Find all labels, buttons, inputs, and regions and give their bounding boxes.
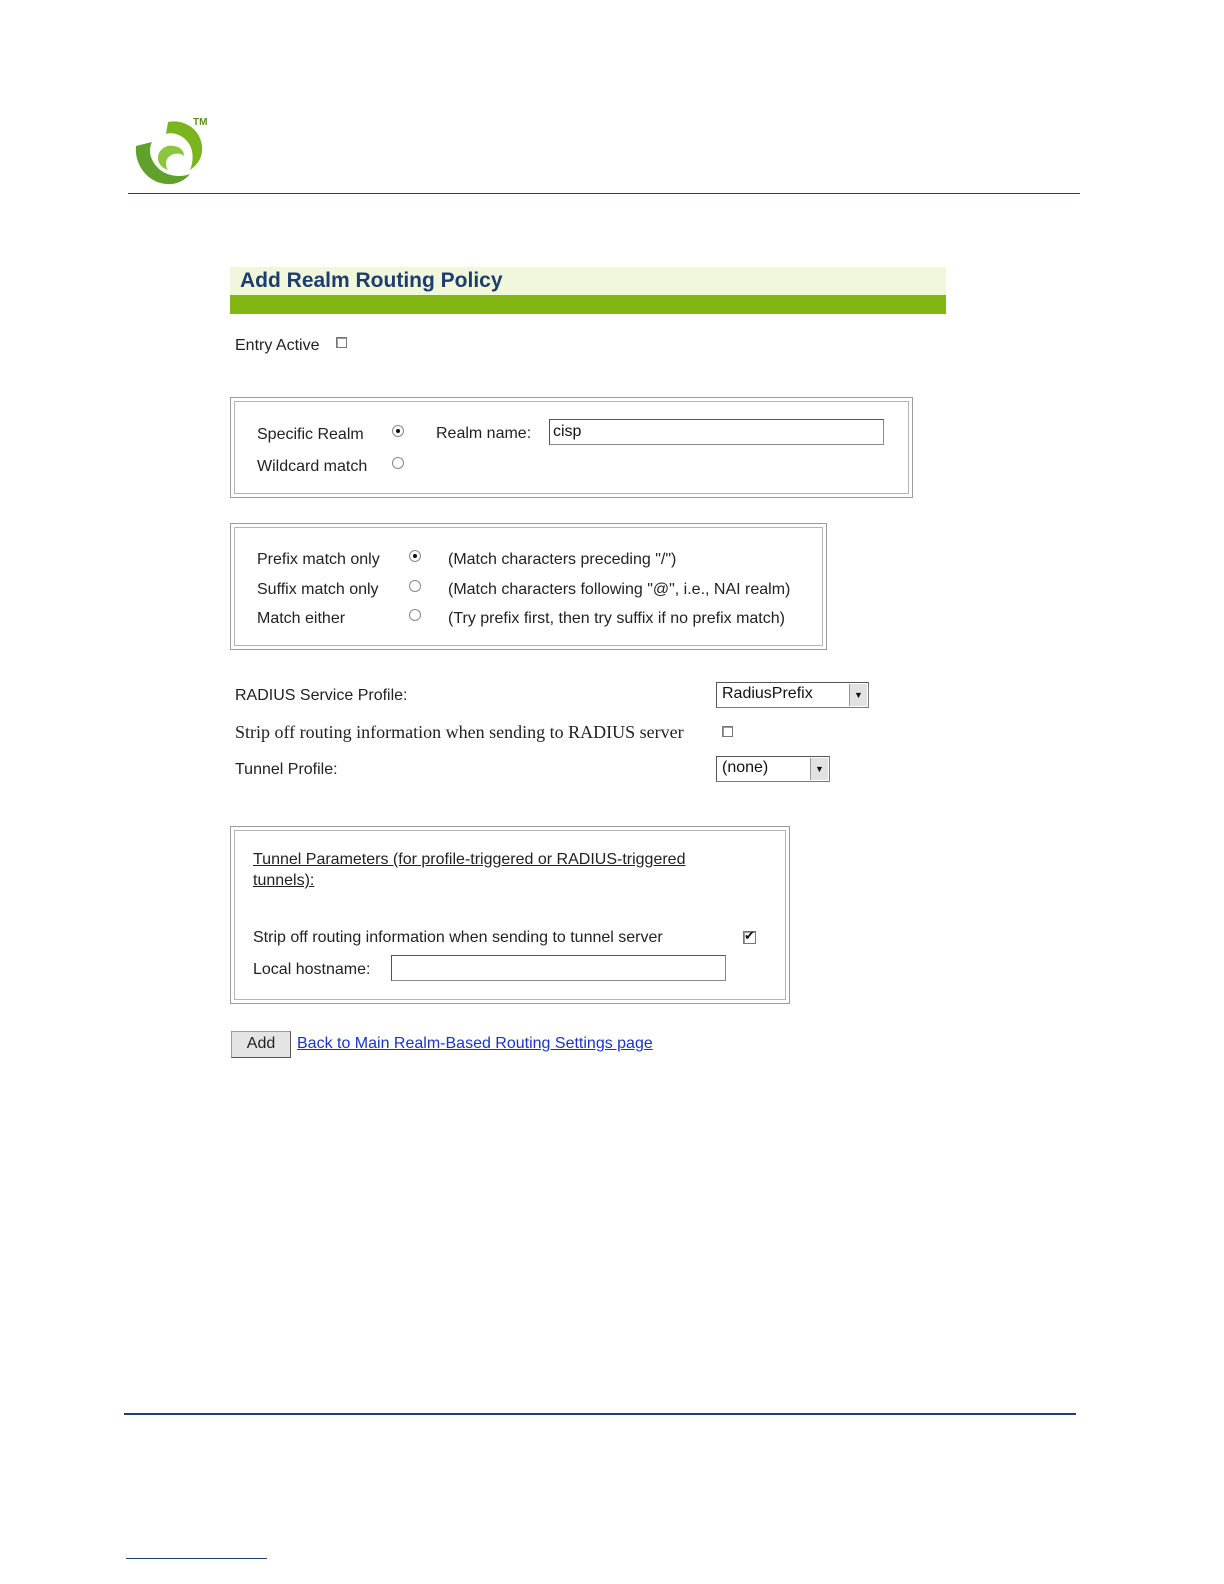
chevron-down-icon: ▼ bbox=[849, 684, 867, 706]
suffix-match-label: Suffix match only bbox=[257, 581, 379, 598]
trademark-mark: TM bbox=[193, 117, 208, 128]
match-either-radio[interactable] bbox=[409, 609, 421, 621]
footer-rule bbox=[124, 1413, 1076, 1415]
page-title: Add Realm Routing Policy bbox=[240, 269, 503, 292]
radius-profile-label: RADIUS Service Profile: bbox=[235, 687, 408, 704]
footnote-rule bbox=[126, 1558, 267, 1559]
prefix-match-radio[interactable] bbox=[409, 550, 421, 562]
add-button[interactable]: Add bbox=[231, 1031, 291, 1058]
local-hostname-input[interactable] bbox=[391, 955, 726, 981]
realm-groupbox bbox=[230, 397, 913, 498]
back-to-main-link[interactable]: Back to Main Realm-Based Routing Settings page bbox=[297, 1035, 653, 1052]
tunnel-params-heading-2: tunnels): bbox=[253, 872, 315, 889]
local-hostname-label: Local hostname: bbox=[253, 961, 371, 978]
wildcard-match-radio[interactable] bbox=[392, 457, 404, 469]
header-rule bbox=[128, 193, 1080, 194]
prefix-match-desc: (Match characters preceding "/") bbox=[448, 551, 677, 568]
chevron-down-icon: ▼ bbox=[810, 758, 828, 780]
match-either-desc: (Try prefix first, then try suffix if no prefix match) bbox=[448, 610, 785, 627]
wildcard-match-label: Wildcard match bbox=[257, 458, 368, 475]
tunnel-profile-value: (none) bbox=[722, 759, 769, 776]
specific-realm-radio[interactable] bbox=[392, 425, 404, 437]
radius-strip-checkbox[interactable] bbox=[722, 726, 733, 737]
prefix-match-label: Prefix match only bbox=[257, 551, 380, 568]
realm-name-label: Realm name: bbox=[436, 425, 532, 442]
tunnel-profile-select[interactable] bbox=[716, 756, 830, 782]
radius-profile-value: RadiusPrefix bbox=[722, 685, 813, 702]
tunnel-params-heading-1: Tunnel Parameters (for profile-triggered or RADIUS-triggered bbox=[253, 851, 686, 868]
radius-strip-label: Strip off routing information when sending to RADIUS server bbox=[235, 722, 684, 742]
title-underbar bbox=[230, 295, 946, 314]
realm-name-input[interactable] bbox=[549, 419, 884, 445]
specific-realm-label: Specific Realm bbox=[257, 426, 364, 443]
tunnel-strip-checkbox[interactable] bbox=[743, 931, 756, 944]
radius-profile-select[interactable] bbox=[716, 682, 869, 708]
tunnel-profile-label: Tunnel Profile: bbox=[235, 761, 338, 778]
tunnel-strip-label: Strip off routing information when sending to tunnel server bbox=[253, 929, 663, 946]
match-either-label: Match either bbox=[257, 610, 346, 627]
suffix-match-radio[interactable] bbox=[409, 580, 421, 592]
suffix-match-desc: (Match characters following "@", i.e., NAI realm) bbox=[448, 581, 791, 598]
entry-active-label: Entry Active bbox=[235, 337, 320, 354]
entry-active-checkbox[interactable] bbox=[336, 337, 347, 348]
